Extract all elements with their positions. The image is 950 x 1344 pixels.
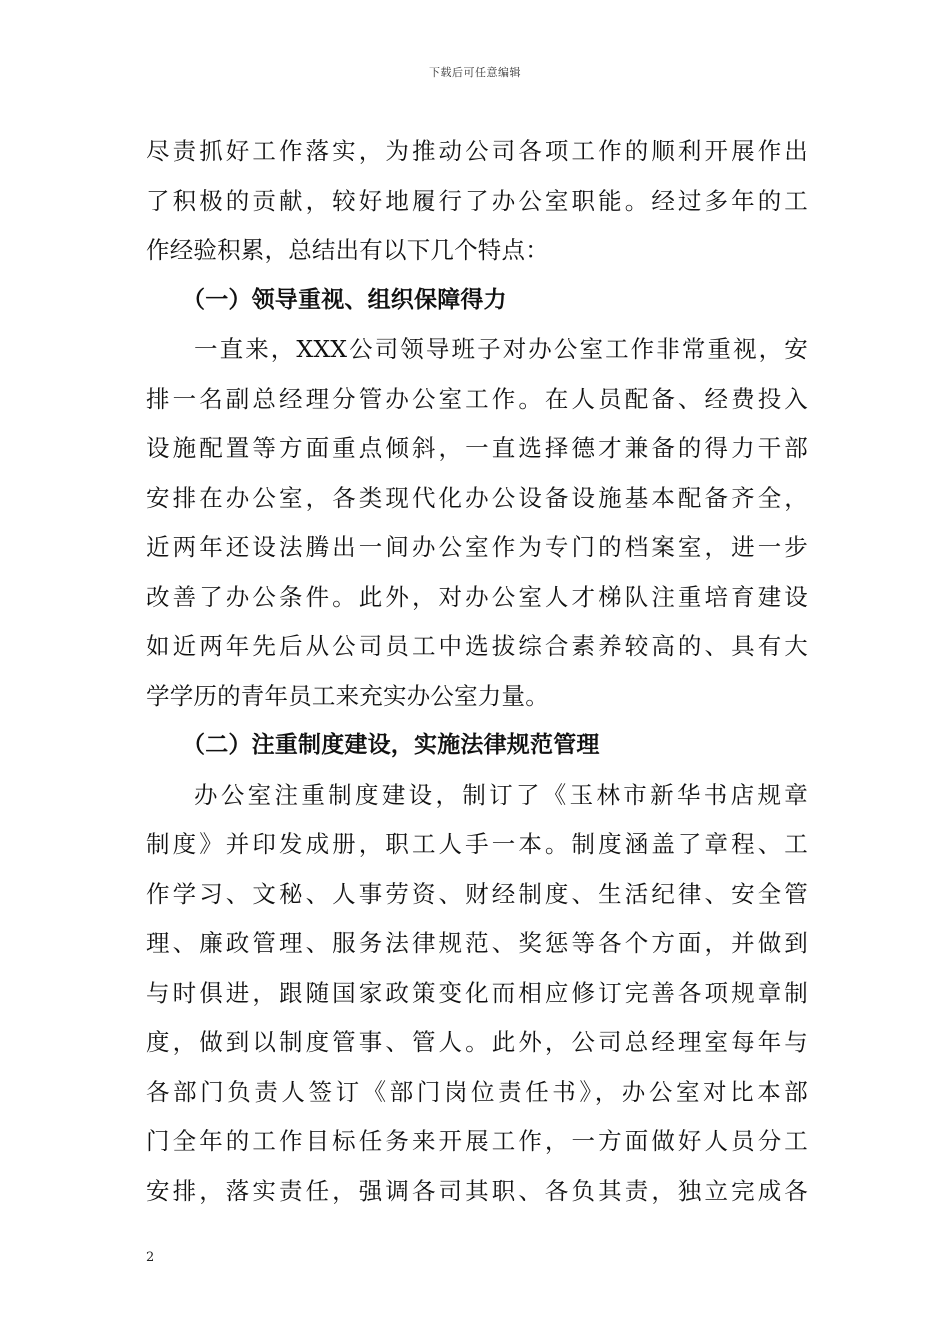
page-number: 2 [146,1250,155,1265]
text-line: 与时俱进，跟随国家政策变化而相应修订完善各项规章制 [146,978,808,1007]
text-line: 作经验积累，总结出有以下几个特点： [146,236,549,264]
text-line: 排一名副总经理分管办公室工作。在人员配备、经费投入 [146,384,808,413]
text-line: 作学习、文秘、人事劳资、财经制度、生活纪律、安全管 [146,879,808,908]
text-line: 各部门负责人签订《部门岗位责任书》，办公室对比本部 [146,1077,808,1106]
text-line: 如近两年先后从公司员工中选拔综合素养较高的、具有大 [146,632,808,660]
text-line: 办公室注重制度建设，制订了《玉林市新华书店规章 [194,780,808,809]
text-line: 学学历的青年员工来充实办公室力量。 [146,681,549,710]
text-line: 安排，落实责任，强调各司其职、各负其责，独立完成各 [146,1176,808,1205]
text-line: 理、廉政管理、服务法律规范、奖惩等各个方面，并做到 [146,929,808,957]
section-heading-2: （二）注重制度建设，实施法律规范管理 [182,732,600,758]
text-line: 改善了办公条件。此外，对办公室人才梯队注重培育建设 [146,582,808,611]
page-header: 下载后可任意编辑 [429,66,521,79]
text-line: 设施配置等方面重点倾斜，一直选择德才兼备的得力干部 [146,434,808,462]
text-line: 制度》并印发成册，职工人手一本。制度涵盖了章程、工 [146,830,808,858]
text-line: 近两年还设法腾出一间办公室作为专门的档案室，进一步 [146,533,808,561]
text-line: 门全年的工作目标任务来开展工作，一方面做好人员分工 [146,1127,808,1155]
section-heading-1: （一）领导重视、组织保障得力 [182,286,507,313]
text-line: 了积极的贡献，较好地履行了办公室职能。经过多年的工 [146,186,808,215]
body-text [146,127,808,1216]
text-line: 安排在办公室，各类现代化办公设备设施基本配备齐全， [146,483,808,512]
text-line: 一直来，XXX公司领导班子对办公室工作非常重视，安 [194,335,808,363]
text-line: 度，做到以制度管事、管人。此外，公司总经理室每年与 [146,1028,808,1056]
text-line: 尽责抓好工作落实，为推动公司各项工作的顺利开展作出 [146,137,808,165]
